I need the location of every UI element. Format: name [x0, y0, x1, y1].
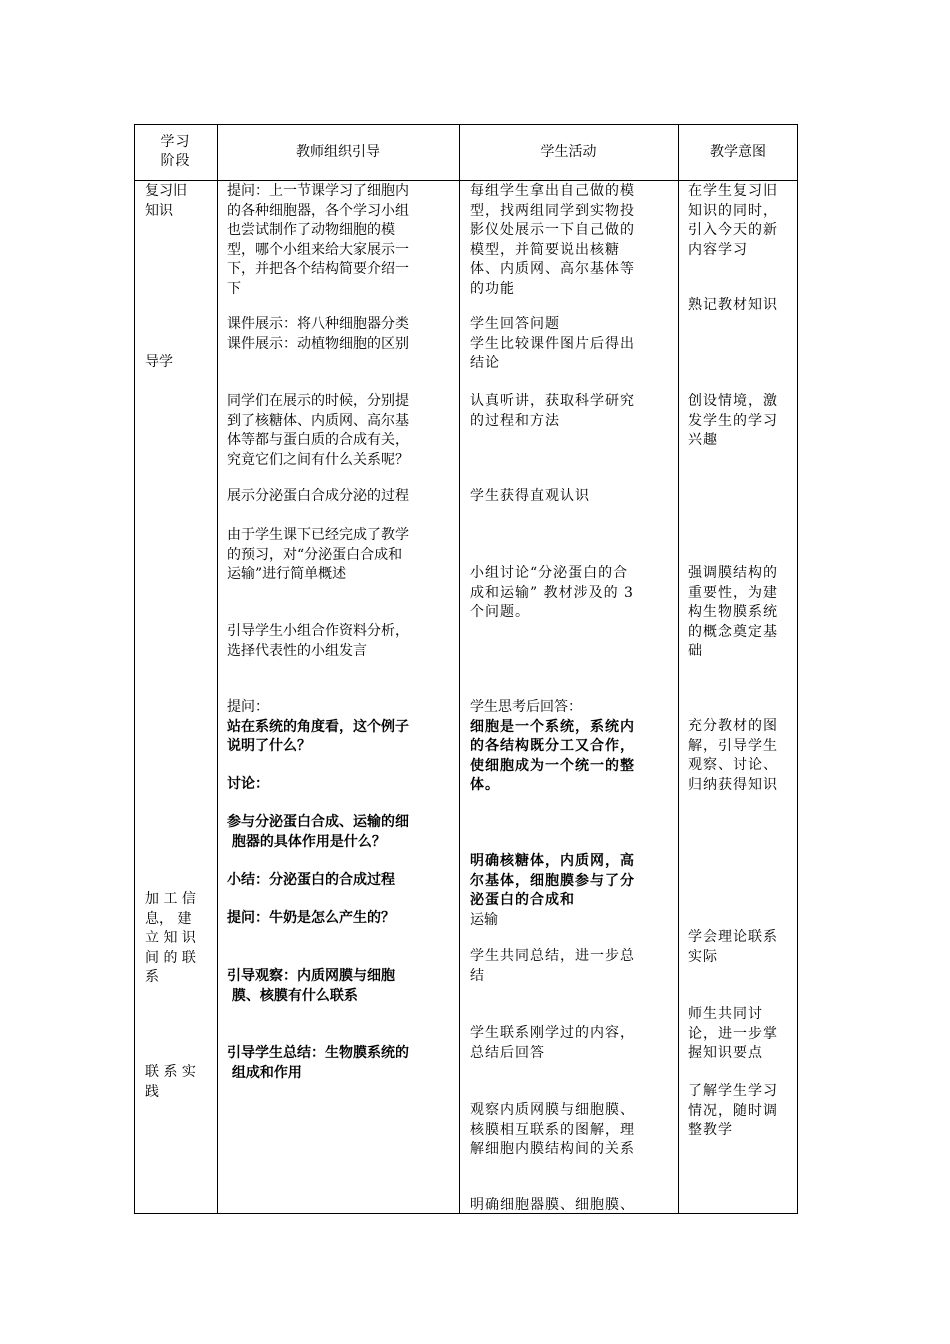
student-intuitive: 学生获得直观认识: [470, 488, 590, 504]
column-divider-2: [459, 124, 460, 1214]
teacher-discussion-question: 参与分泌蛋白合成、运输的细 胞器的具体作用是什么？: [227, 814, 409, 850]
intent-adjust-teaching: 了解学生学习 情况，随时调 整教学: [688, 1083, 778, 1138]
student-think-answer: 学生思考后回答： 细胞是一个系统，系统内 的各结构既分工又合作， 使细胞成为一个统一的整 体。: [470, 699, 635, 793]
stage-review: 复习旧 知识: [145, 183, 187, 219]
student-summarize: 学生共同总结，进一步总 结: [470, 948, 635, 984]
stage-practice: 联 系 实 践: [145, 1064, 196, 1100]
header-student: 学生活动: [540, 143, 597, 160]
teacher-slides: 课件展示：将八种细胞器分类 课件展示：动植物细胞的区别: [227, 316, 409, 352]
teacher-guide-summary: 引导学生总结：生物膜系统的 组成和作用: [227, 1045, 409, 1081]
intent-membrane-importance: 强调膜结构的 重要性，为建 构生物膜系统 的概念奠定基 础: [688, 565, 778, 659]
student-connect: 学生联系刚学过的内容， 总结后回答: [470, 1025, 635, 1061]
header-divider: [134, 180, 798, 181]
teacher-group-analysis: 引导学生小组合作资料分析， 选择代表性的小组发言: [227, 623, 409, 659]
teacher-guide-observe: 引导观察：内质网膜与细胞 膜、核膜有什么联系: [227, 968, 395, 1004]
student-identify-organelles: 明确核糖体，内质网，高 尔基体，细胞膜参与了分 泌蛋白的合成和 运输: [470, 853, 635, 928]
intent-interest: 创设情境，激 发学生的学习 兴趣: [688, 393, 778, 448]
student-show-models: 每组学生拿出自己做的模 型，找两组同学到实物投 影仪处展示一下自己做的 模型，并简要说出核糖 体、内质网、高尔基体等 的功能: [470, 183, 635, 297]
student-answer: 学生回答问题 学生比较课件图片后得出 结论: [470, 316, 635, 371]
teacher-question-system: 提问： 站在系统的角度看，这个例子 说明了什么？: [227, 699, 409, 754]
teacher-overview: 由于学生课下已经完成了教学 的预习，对“分泌蛋白合成和 运输”进行简单概述: [227, 527, 409, 582]
student-clarify-membranes: 明确细胞器膜、细胞膜、: [470, 1197, 635, 1213]
intent-review: 在学生复习旧 知识的同时， 引入今天的新 内容学习: [688, 183, 778, 258]
teacher-discussion-label: 讨论：: [227, 776, 269, 792]
intent-memorize: 熟记教材知识: [688, 297, 778, 313]
teacher-transition: 同学们在展示的时候，分别提 到了核糖体、内质网、高尔基 体等都与蛋白质的合成有关， 究竟它们之间有什么关系呢？: [227, 393, 409, 468]
intent-joint-discussion: 师生共同讨 论，进一步掌 握知识要点: [688, 1006, 778, 1061]
stage-process: 加 工 信 息， 建 立 知 识 间 的 联 系: [145, 891, 196, 985]
column-divider-1: [217, 124, 218, 1214]
teacher-question-review: 提问：上一节课学习了细胞内 的各种细胞器，各个学习小组 也尝试制作了动物细胞的模 型，哪个小组来给大家展示一 下，并把各个结构简要介绍一 下: [227, 183, 409, 297]
teacher-question-milk: 提问：牛奶是怎么产生的？: [227, 910, 395, 926]
student-observe-diagram: 观察内质网膜与细胞膜、 核膜相互联系的图解，理 解细胞内膜结构间的关系: [470, 1102, 635, 1157]
header-teacher: 教师组织引导: [296, 143, 380, 160]
intent-use-diagrams: 充分教材的图 解，引导学生 观察、讨论、 归纳获得知识: [688, 718, 778, 793]
teacher-summary: 小结：分泌蛋白的合成过程: [227, 872, 395, 888]
header-stage: 学习阶段: [160, 134, 191, 169]
student-listen: 认真听讲，获取科学研究 的过程和方法: [470, 393, 635, 429]
header-intent: 教学意图: [710, 143, 766, 160]
intent-theory-practice: 学会理论联系 实际: [688, 929, 778, 965]
stage-guide: 导学: [145, 354, 173, 370]
teacher-show-process: 展示分泌蛋白合成分泌的过程: [227, 488, 409, 504]
column-divider-3: [678, 124, 679, 1214]
student-group-discussion: 小组讨论“分泌蛋白的合 成和运输” 教材涉及的 3 个问题。: [470, 565, 634, 620]
